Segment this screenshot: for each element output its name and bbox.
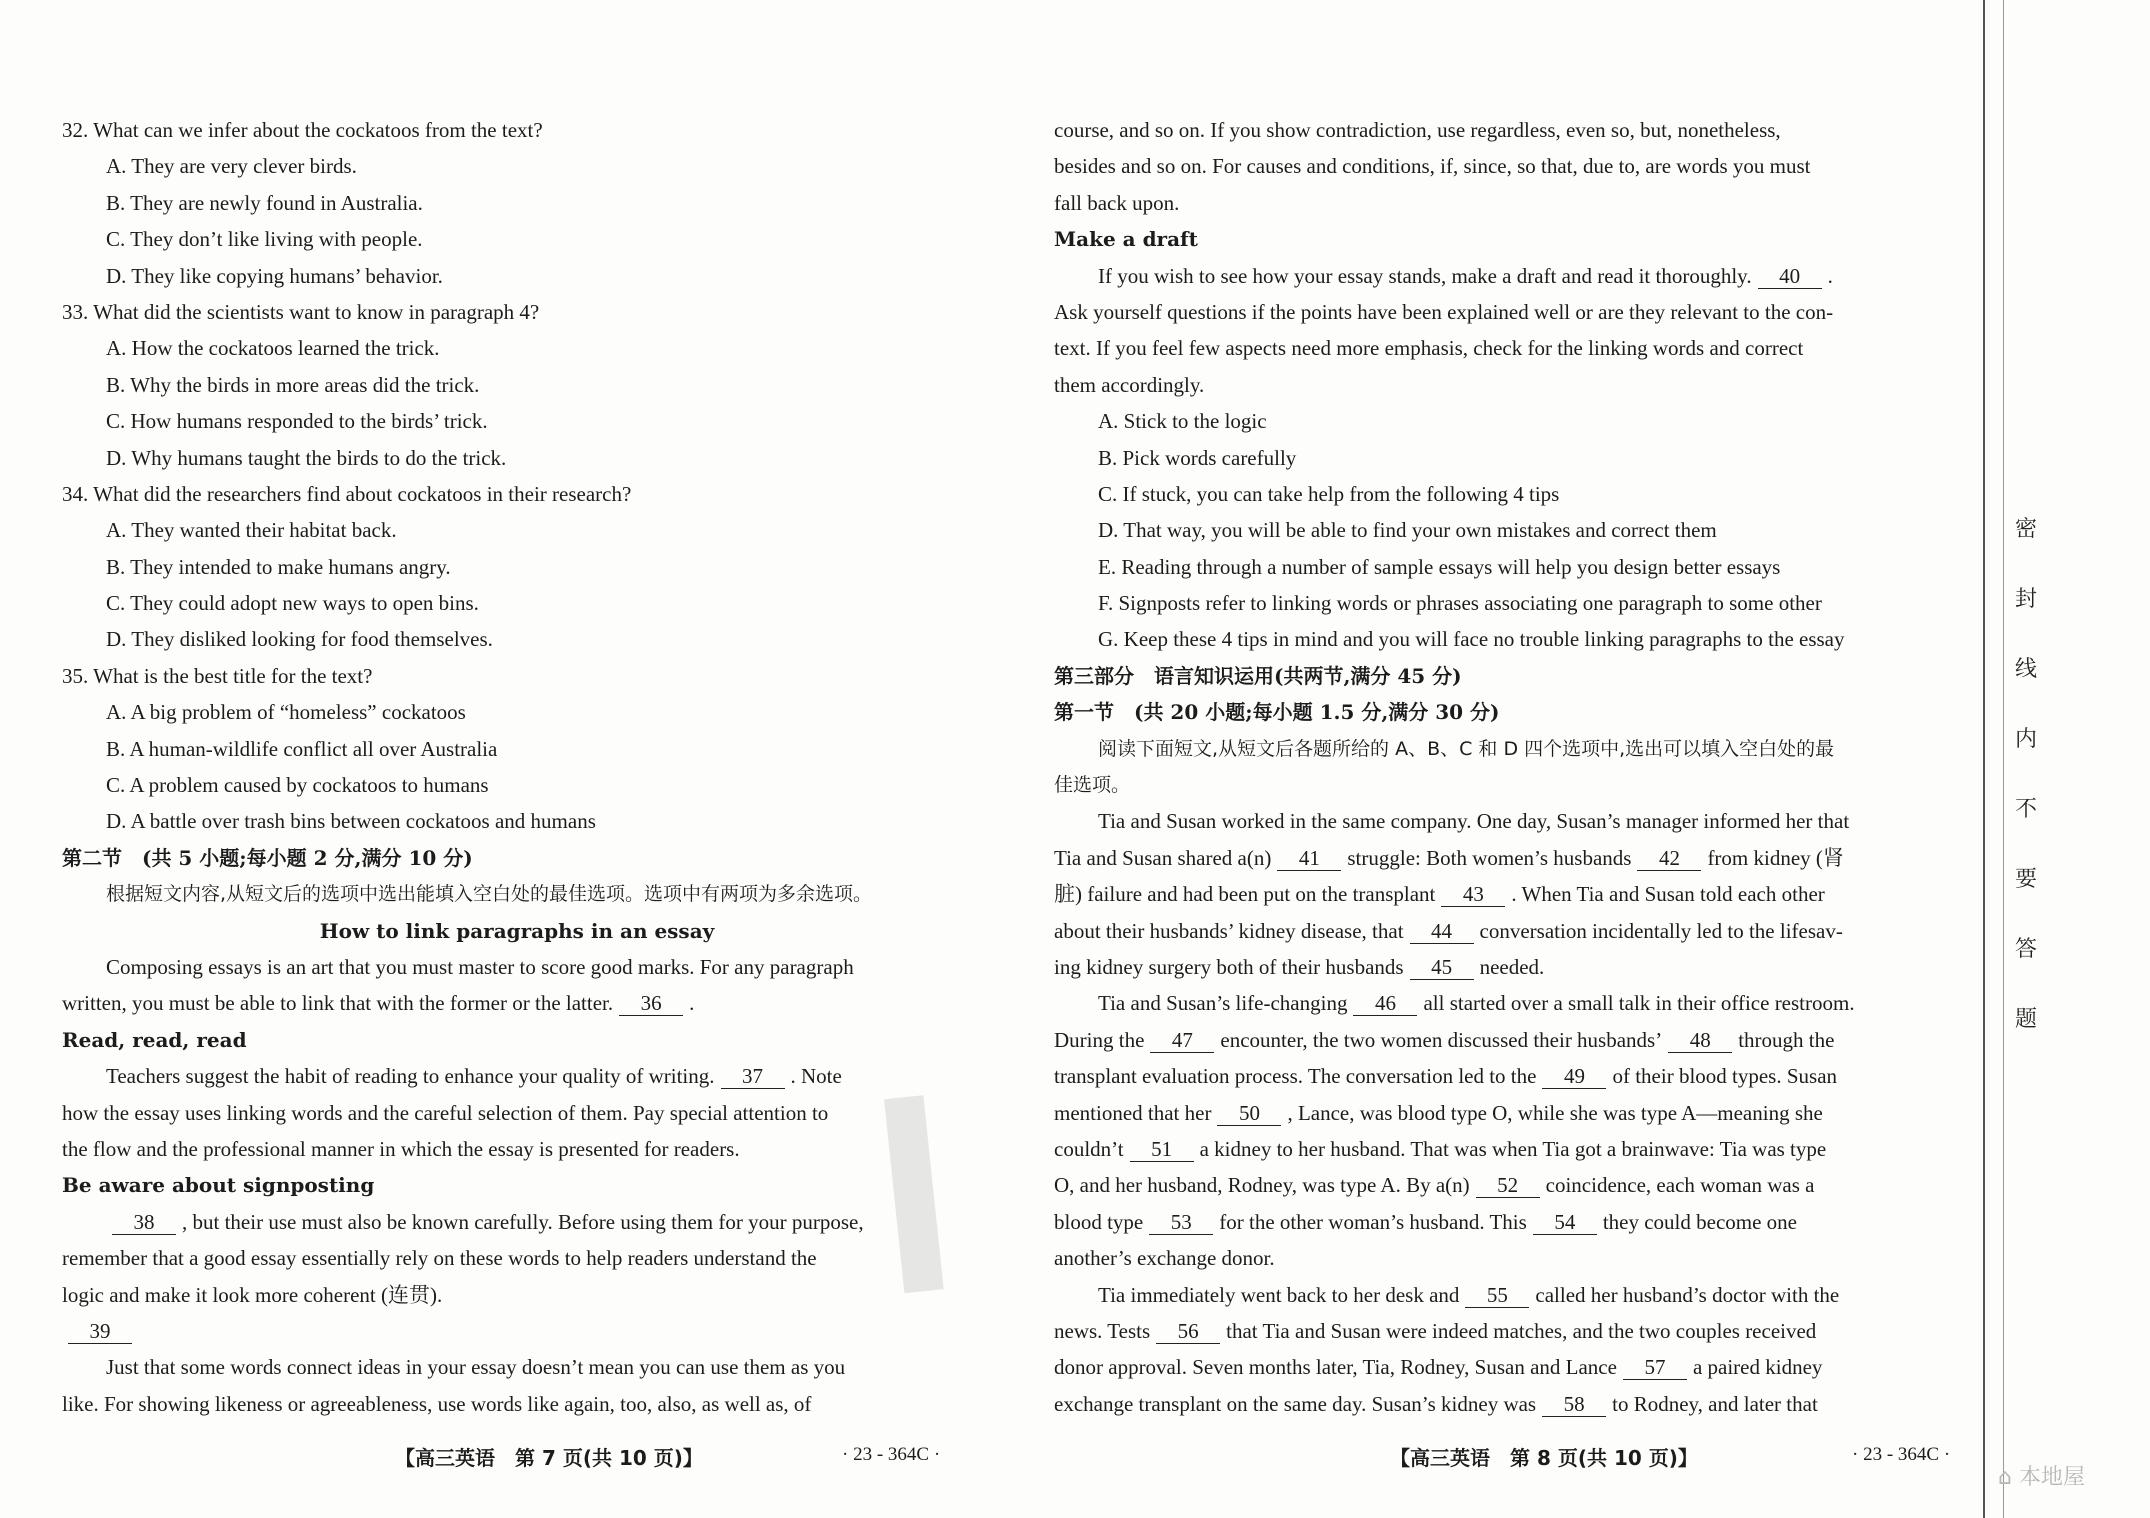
- blank-47[interactable]: 47: [1150, 1028, 1214, 1053]
- section-2-instructions: 根据短文内容,从短文后的选项中选出能填入空白处的最佳选项。选项中有两项为多余选项。: [106, 883, 873, 906]
- paragraph-line: [1054, 1313, 1959, 1349]
- paragraph-line: [1054, 876, 1959, 912]
- text: blood type: [1054, 1209, 1144, 1234]
- text: struggle: Both women’s husbands: [1347, 845, 1632, 870]
- option: A. They are very clever birds.: [106, 154, 357, 179]
- text: encounter, the two women discussed their husbands’: [1220, 1027, 1663, 1052]
- paragraph-line: [1054, 949, 1959, 985]
- text: mentioned that her: [1054, 1100, 1212, 1125]
- text: During the: [1054, 1027, 1145, 1052]
- paragraph-line: fall back upon.: [1054, 190, 1180, 215]
- text: O, and her husband, Rodney, was type A. By a(n): [1054, 1173, 1470, 1198]
- text: ing kidney surgery both of their husbands: [1054, 954, 1404, 979]
- option: D. Why humans taught the birds to do the trick.: [106, 445, 507, 470]
- seal-char: 封: [2015, 587, 2038, 612]
- paragraph-line: how the essay uses linking words and the careful selection of them. Pay special attention to: [62, 1100, 829, 1125]
- paragraph-line: [1054, 840, 1959, 876]
- text: about their husbands’ kidney disease, that: [1054, 918, 1404, 943]
- paragraph-line: logic and make it look more coherent (连贯).: [62, 1282, 443, 1307]
- text: through the: [1738, 1027, 1835, 1052]
- blank-57[interactable]: 57: [1623, 1355, 1687, 1380]
- text: If you wish to see how your essay stands, make a draft and read it thoroughly.: [1098, 263, 1752, 288]
- paragraph-line: course, and so on. If you show contradiction, use regardless, even so, but, nonetheless,: [1054, 118, 1781, 142]
- text: news. Tests: [1054, 1318, 1151, 1343]
- option: D. That way, you will be able to find your own mistakes and correct them: [1098, 518, 1717, 543]
- text: , Lance, was blood type O, while she was type A—meaning she: [1287, 1100, 1823, 1125]
- option: B. Why the birds in more areas did the trick.: [106, 372, 480, 397]
- blank-54[interactable]: 54: [1533, 1210, 1597, 1235]
- blank-38[interactable]: 38: [112, 1210, 176, 1235]
- text: they could become one: [1602, 1209, 1798, 1234]
- blank-58[interactable]: 58: [1542, 1392, 1606, 1417]
- seal-line-strip: [1983, 0, 2075, 1518]
- text: .: [1827, 263, 1833, 288]
- option: A. A big problem of “homeless” cockatoos: [106, 700, 466, 725]
- logo-text: 本地屋: [2018, 1465, 2085, 1490]
- paragraph-line: [1054, 1095, 1959, 1131]
- part-3-heading: 第三部分 语言知识运用(共两节,满分 45 分): [1054, 663, 1462, 688]
- blank-41[interactable]: 41: [1277, 846, 1341, 871]
- option: C. If stuck, you can take help from the following 4 tips: [1098, 481, 1560, 506]
- faint-stamp-mark: ꟾ: [864, 1093, 969, 1345]
- blank-44[interactable]: 44: [1410, 919, 1474, 944]
- question-35: 35. What is the best title for the text?: [62, 663, 373, 688]
- paragraph-line: like. For showing likeness or agreeableness, use words like again, too, also, as well as, of: [62, 1391, 812, 1416]
- blank-37[interactable]: 37: [721, 1064, 785, 1089]
- paragraph-line: [1054, 1022, 1959, 1058]
- option: A. They wanted their habitat back.: [106, 518, 397, 543]
- text: Tia and Susan shared a(n): [1054, 845, 1272, 870]
- site-logo: [1998, 1460, 2085, 1491]
- paragraph-line: besides and so on. For causes and conditions, if, since, so that, due to, are words you must: [1054, 154, 1811, 179]
- option: C. They could adopt new ways to open bins.: [106, 591, 479, 616]
- instructions: 阅读下面短文,从短文后各题所给的 A、B、C 和 D 四个选项中,选出可以填入空白处的最: [1098, 737, 1835, 760]
- paragraph-line: [1054, 1204, 1959, 1240]
- paragraph-line: [1054, 913, 1959, 949]
- paragraph-line: [1054, 1386, 1959, 1422]
- left-page-code: · 23 - 364C ·: [842, 1444, 941, 1465]
- blank-55[interactable]: 55: [1465, 1283, 1529, 1308]
- right-page: [1054, 112, 1959, 1422]
- option: C. How humans responded to the birds’ trick.: [106, 409, 488, 434]
- left-footer: 【高三英语 第 7 页(共 10 页)】: [395, 1446, 703, 1470]
- paragraph-line: [1054, 985, 1959, 1021]
- section-1-heading: 第一节 (共 20 小题;每小题 1.5 分,满分 30 分): [1054, 700, 1500, 725]
- subheading-draft: Make a draft: [1054, 227, 1198, 252]
- text: needed.: [1479, 954, 1545, 979]
- paragraph-line: another’s exchange donor.: [1054, 1246, 1275, 1271]
- text: that Tia and Susan were indeed matches, and the two couples received: [1226, 1318, 1817, 1343]
- option: G. Keep these 4 tips in mind and you will face no trouble linking paragraphs to the essay: [1098, 627, 1845, 652]
- option: B. They are newly found in Australia.: [106, 190, 423, 215]
- text: from kidney (肾: [1707, 845, 1844, 870]
- blank-53[interactable]: 53: [1149, 1210, 1213, 1235]
- paragraph-line: [62, 1313, 972, 1349]
- text: couldn’t: [1054, 1136, 1124, 1161]
- blank-36[interactable]: 36: [619, 991, 683, 1016]
- question-34: 34. What did the researchers find about cockatoos in their research?: [62, 481, 632, 506]
- option: C. A problem caused by cockatoos to humans: [106, 773, 489, 798]
- seal-char: 内: [2015, 727, 2038, 752]
- text: Tia and Susan’s life-changing: [1098, 991, 1348, 1016]
- text: a kidney to her husband. That was when Tia got a brainwave: Tia was type: [1199, 1136, 1827, 1161]
- text: for the other woman’s husband. This: [1219, 1209, 1527, 1234]
- text: donor approval. Seven months later, Tia, Rodney, Susan and Lance: [1054, 1355, 1617, 1380]
- text: to Rodney, and later that: [1612, 1391, 1818, 1416]
- text: exchange transplant on the same day. Susan’s kidney was: [1054, 1391, 1537, 1416]
- option: B. They intended to make humans angry.: [106, 554, 451, 579]
- seal-char: 不: [2015, 797, 2038, 822]
- blank-51[interactable]: 51: [1130, 1137, 1194, 1162]
- text: transplant evaluation process. The conversation led to the: [1054, 1064, 1537, 1089]
- option: C. They don’t like living with people.: [106, 227, 423, 252]
- paragraph-line: [1054, 1277, 1959, 1313]
- option: E. Reading through a number of sample essays will help you design better essays: [1098, 554, 1781, 579]
- text: conversation incidentally led to the lifesav-: [1479, 918, 1843, 943]
- text: Teachers suggest the habit of reading to enhance your quality of writing.: [106, 1064, 715, 1089]
- right-page-code: · 23 - 364C ·: [1852, 1444, 1951, 1465]
- paragraph-line: Composing essays is an art that you must master to score good marks. For any paragraph: [106, 954, 854, 979]
- blank-48[interactable]: 48: [1668, 1028, 1732, 1053]
- subheading-signposting: Be aware about signposting: [62, 1173, 375, 1198]
- blank-52[interactable]: 52: [1476, 1173, 1540, 1198]
- text: a paired kidney: [1692, 1355, 1823, 1380]
- option: F. Signposts refer to linking words or phrases associating one paragraph to some other: [1098, 591, 1822, 616]
- option: D. A battle over trash bins between cockatoos and humans: [106, 809, 596, 834]
- section-2-heading: 第二节 (共 5 小题;每小题 2 分,满分 10 分): [62, 845, 473, 870]
- essay-title: How to link paragraphs in an essay: [319, 918, 715, 943]
- question-33: 33. What did the scientists want to know in paragraph 4?: [62, 299, 540, 324]
- text: Tia immediately went back to her desk and: [1098, 1282, 1460, 1307]
- paragraph-line: [62, 1058, 972, 1094]
- paragraph-line: [1054, 1167, 1959, 1203]
- paragraph-line: Ask yourself questions if the points have been explained well or are they relevant to the con-: [1054, 299, 1834, 324]
- option: A. Stick to the logic: [1098, 409, 1267, 434]
- paragraph-line: Tia and Susan worked in the same company. One day, Susan’s manager informed her that: [1098, 809, 1850, 834]
- blank-40[interactable]: 40: [1758, 264, 1822, 289]
- text: written, you must be able to link that with the former or the latter.: [62, 991, 614, 1016]
- seal-char: 线: [2015, 657, 2038, 682]
- question-32: 32. What can we infer about the cockatoos from the text?: [62, 118, 543, 142]
- paragraph-line: Just that some words connect ideas in your essay doesn’t mean you can use them as you: [106, 1355, 846, 1380]
- left-page: [62, 112, 972, 1422]
- subheading-read: Read, read, read: [62, 1027, 247, 1052]
- paragraph-line: [1054, 258, 1959, 294]
- blank-46[interactable]: 46: [1353, 991, 1417, 1016]
- seal-char: 答: [2015, 937, 2038, 962]
- right-footer: 【高三英语 第 8 页(共 10 页)】: [1390, 1446, 1698, 1470]
- paragraph-line: text. If you feel few aspects need more emphasis, check for the linking words and correct: [1054, 336, 1804, 361]
- seal-char: 题: [2015, 1007, 2038, 1032]
- paragraph-line: [1054, 1349, 1959, 1385]
- paragraph-line: [62, 1204, 972, 1240]
- paragraph-line: written, you must be able to link that with the former or the latter. 36 .: [62, 991, 695, 1016]
- paragraph-line: [1054, 1058, 1959, 1094]
- option: D. They like copying humans’ behavior.: [106, 263, 443, 288]
- option: D. They disliked looking for food themselves.: [106, 627, 493, 652]
- paragraph-line: the flow and the professional manner in which the essay is presented for readers.: [62, 1136, 740, 1161]
- option: B. Pick words carefully: [1098, 445, 1297, 470]
- paragraph-line: them accordingly.: [1054, 372, 1205, 397]
- text: 脏) failure and had been put on the transplant: [1054, 882, 1436, 907]
- text: coincidence, each woman was a: [1545, 1173, 1815, 1198]
- option: A. How the cockatoos learned the trick.: [106, 336, 440, 361]
- text: . When Tia and Susan told each other: [1511, 882, 1825, 907]
- text: of their blood types. Susan: [1612, 1064, 1838, 1089]
- blank-39[interactable]: 39: [68, 1319, 132, 1344]
- text: all started over a small talk in their office restroom.: [1423, 991, 1855, 1016]
- blank-42[interactable]: 42: [1637, 846, 1701, 871]
- seal-dashed-line: [2003, 0, 2004, 1518]
- paragraph-line: remember that a good essay essentially rely on these words to help readers understand the: [62, 1246, 817, 1271]
- paragraph-line: [1054, 1131, 1959, 1167]
- seal-char: 要: [2015, 867, 2038, 892]
- text: called her husband’s doctor with the: [1535, 1282, 1840, 1307]
- option: B. A human-wildlife conflict all over Australia: [106, 736, 498, 761]
- blank-56[interactable]: 56: [1156, 1319, 1220, 1344]
- text: . Note: [790, 1064, 842, 1089]
- instructions: 佳选项。: [1054, 774, 1131, 797]
- blank-50[interactable]: 50: [1217, 1101, 1281, 1126]
- blank-49[interactable]: 49: [1542, 1064, 1606, 1089]
- blank-45[interactable]: 45: [1410, 955, 1474, 980]
- house-icon: ⌂: [1998, 1465, 2012, 1490]
- seal-char: 密: [2015, 517, 2038, 542]
- text: , but their use must also be known carefully. Before using them for your purpose,: [182, 1209, 864, 1234]
- blank-43[interactable]: 43: [1441, 882, 1505, 907]
